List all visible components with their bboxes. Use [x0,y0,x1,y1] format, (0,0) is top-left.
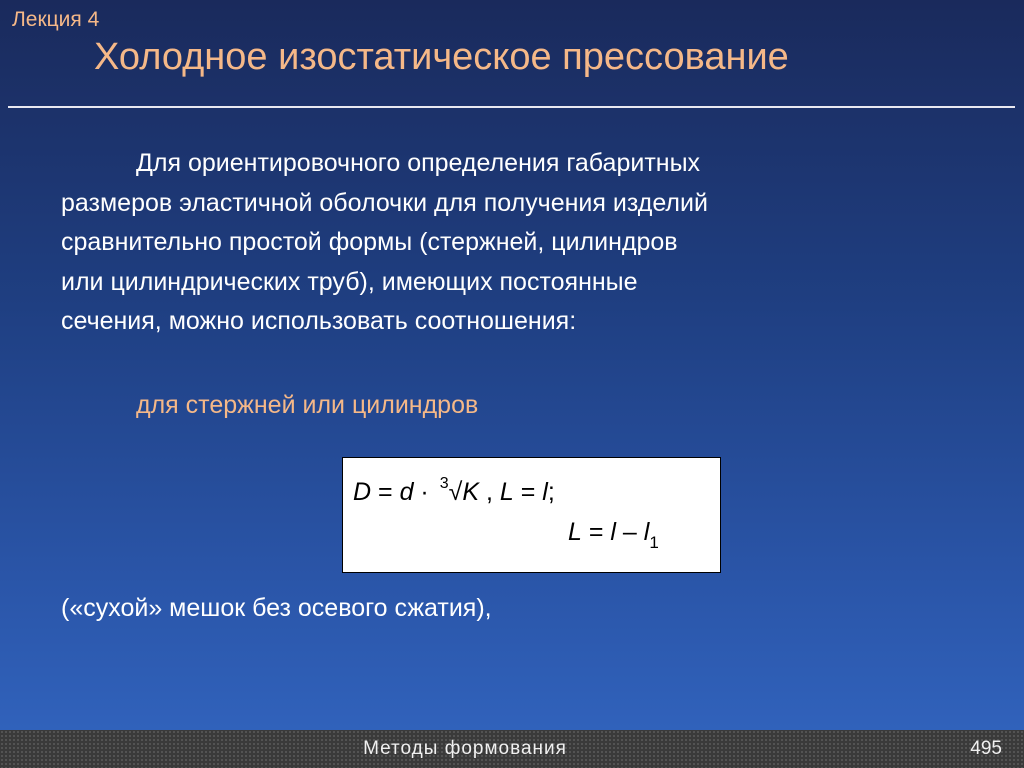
paragraph-line: сравнительно простой формы (стержней, цилиндров [61,228,678,256]
paragraph-line: сечения, можно использовать соотношения: [61,307,577,335]
formula-separator: , [479,478,500,506]
formula-var-L: L [499,478,514,506]
footer-bar [0,730,1024,768]
body-paragraph [61,144,961,342]
formula-equals: = [581,518,611,546]
formula-var-d: d [399,478,414,506]
paragraph-line: или цилиндрических труб), имеющих постоянные [61,267,638,296]
slide-title: Холодное изостатическое прессование [94,36,789,78]
formula-semicolon: ; [547,478,555,506]
formula-var-l: l [542,478,548,506]
note-text: («сухой» мешок без осевого сжатия), [61,594,492,622]
footer-title: Методы формования [363,738,567,759]
lecture-label: Лекция 4 [12,8,100,31]
formula-var-D: D [353,478,372,506]
formula-root-index: 3 [439,475,449,492]
paragraph-line: размеров эластичной оболочки для получения изделий [61,188,708,217]
formula-subscript: 1 [649,533,659,552]
formula-dot: · [413,478,436,506]
page-number: 495 [970,738,1002,759]
formula-minus: – [615,518,644,546]
formula-equals: = [513,478,543,506]
formula-var-K: K [462,478,480,506]
subheading: для стержней или цилиндров [136,391,479,419]
paragraph-line: Для ориентировочного определения габаритных [136,149,701,177]
formula-root-sign: √ [448,478,463,506]
formula-line-1 [353,475,555,507]
formula-var-L: L [568,518,582,546]
title-divider [8,106,1015,108]
formula-box [342,457,721,573]
formula-var-l1: l [643,518,650,546]
formula-var-l: l [610,518,616,546]
formula-line-2 [568,518,659,553]
formula-equals: = [371,478,400,506]
